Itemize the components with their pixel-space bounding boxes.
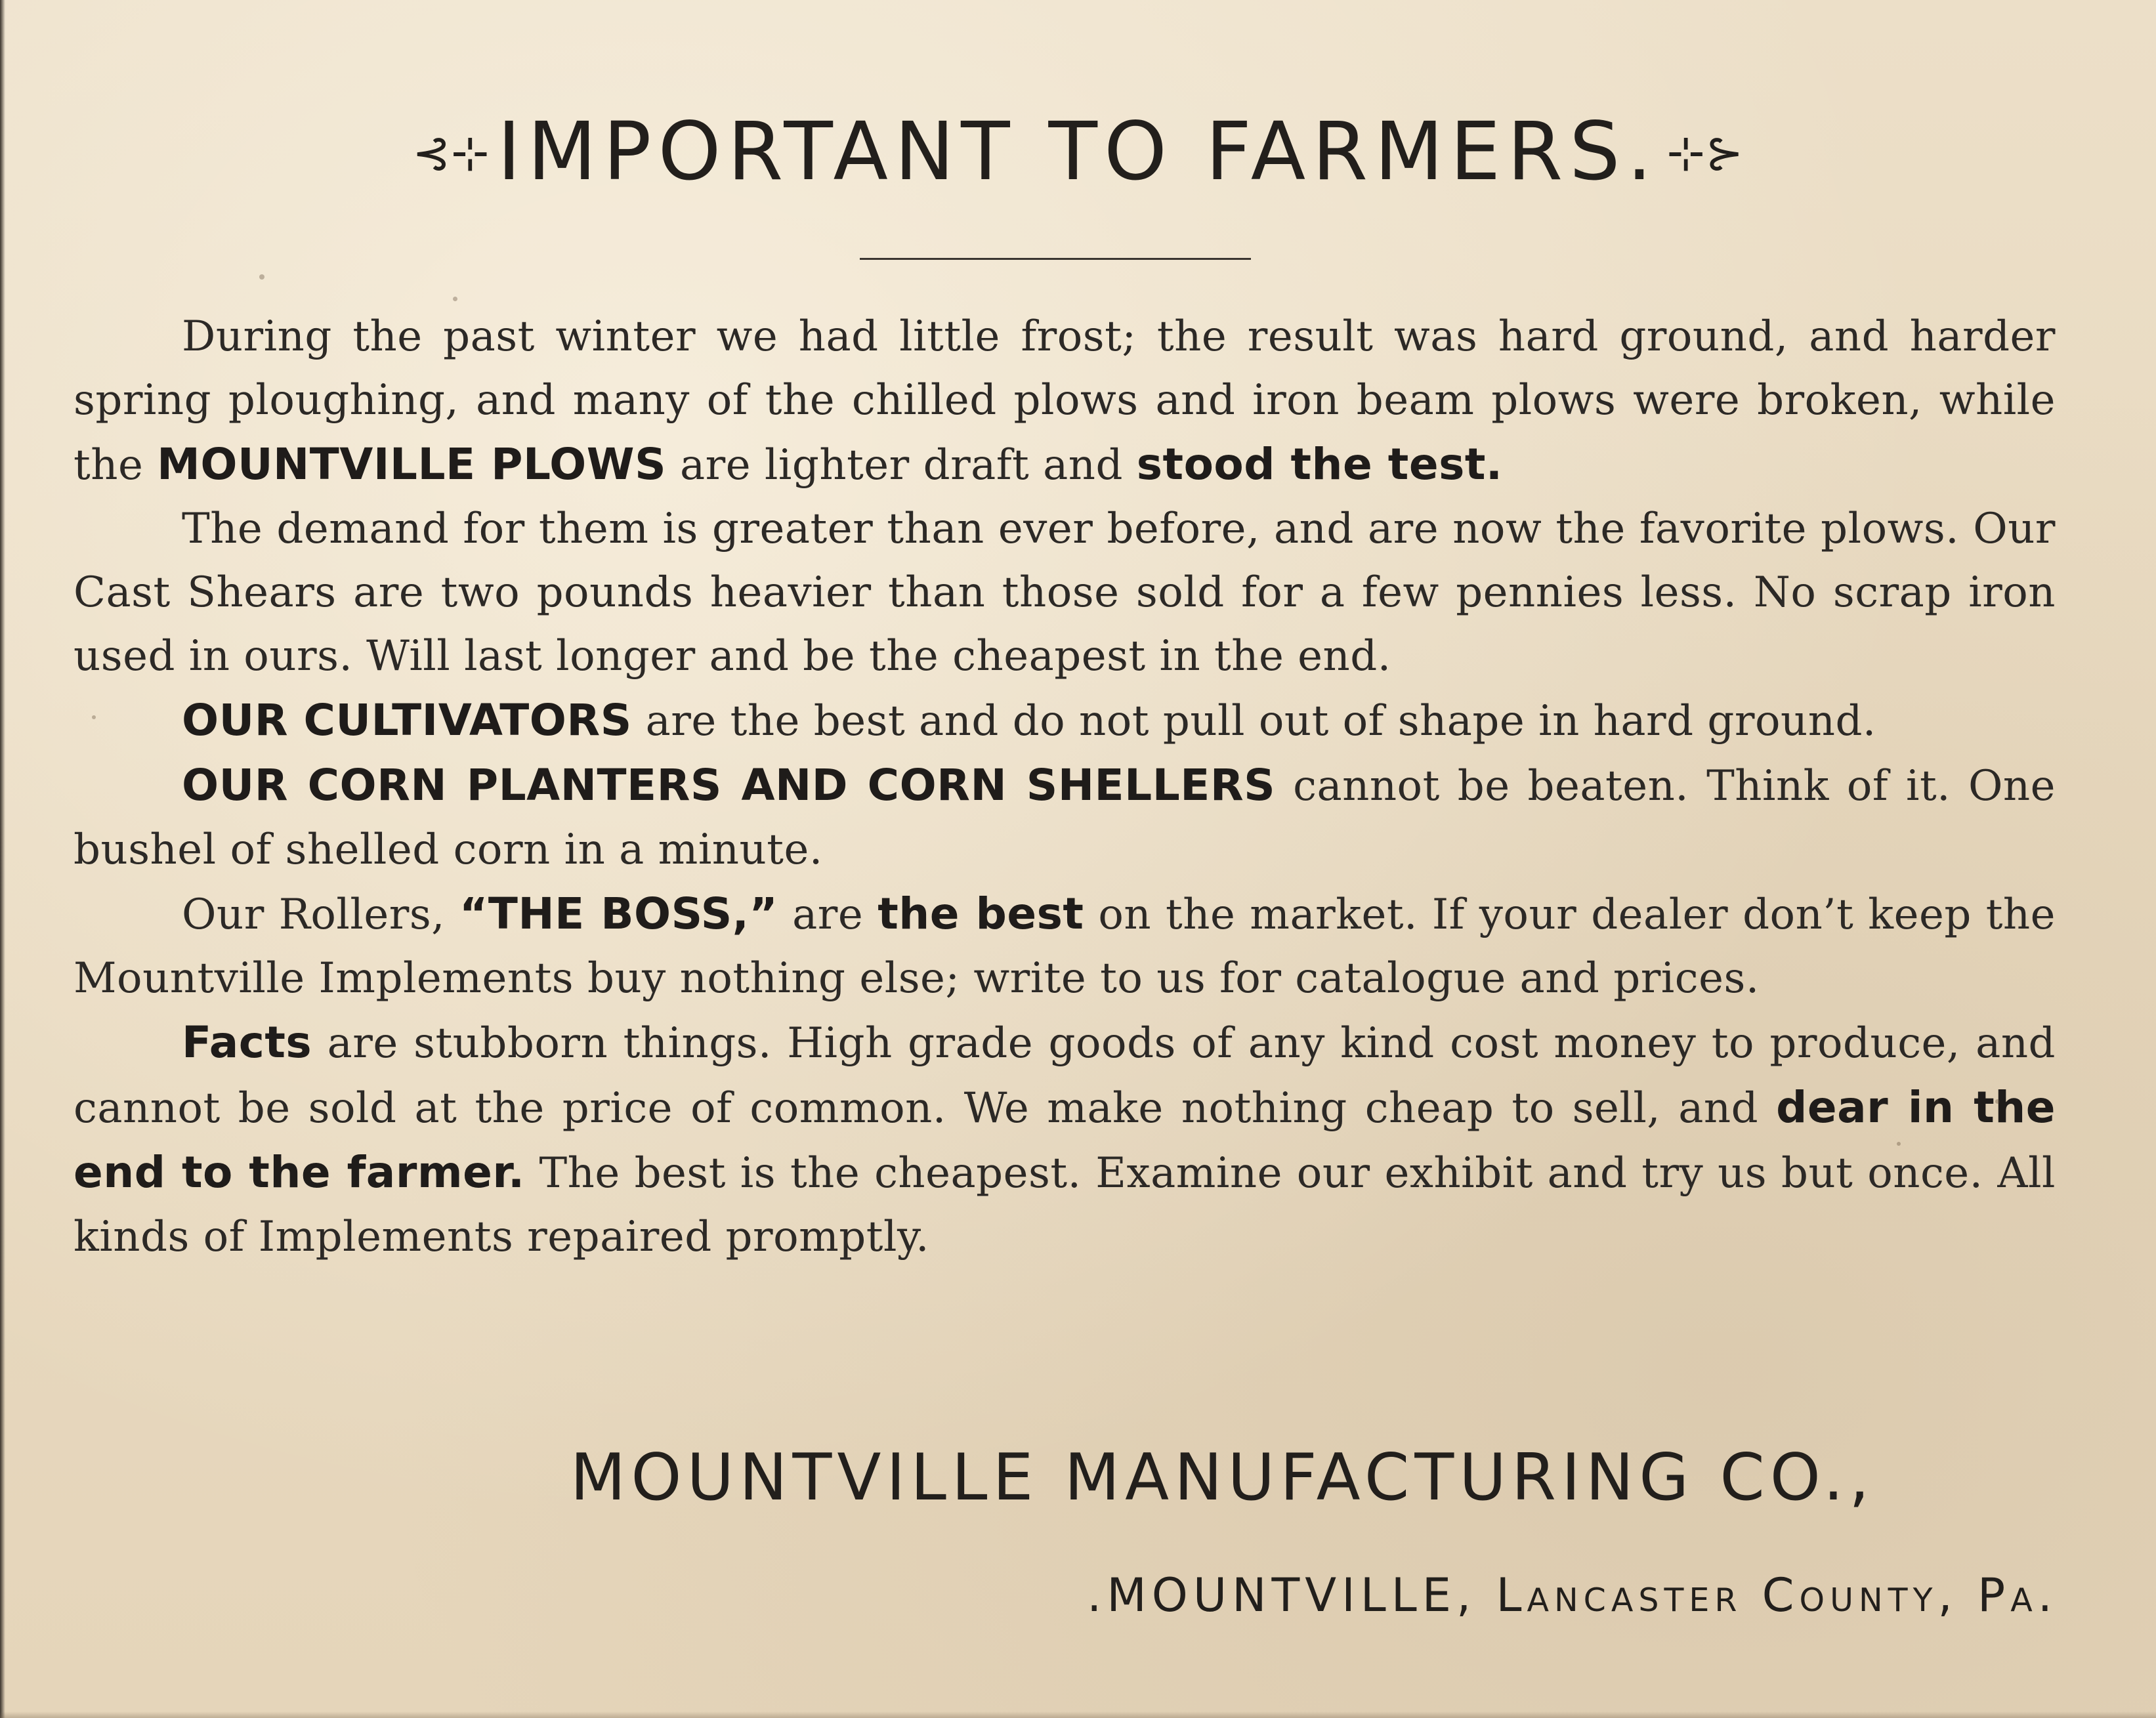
heading-divider — [860, 258, 1251, 260]
ornament-right-icon: ⊹⊱ — [1666, 126, 1744, 180]
emphasis-the-boss: “THE BOSS,” — [459, 889, 778, 939]
text-span: on the market. If your dealer don’t keep the Mountville Implements buy nothing else; write to us for catalogue and prices. — [74, 890, 2056, 1003]
paper-speck — [1995, 1099, 2000, 1104]
text-span: are — [778, 890, 878, 939]
text-span: The best is the cheapest. Examine our exhibit and try us but once. All kinds of Implements repaired promptly. — [74, 1149, 2056, 1261]
text-span: are stubborn things. High grade goods of any kind cost money to produce, and cannot be sold at the price of common. We make nothing cheap to sell, and — [74, 1019, 2056, 1133]
emphasis-facts: Facts — [182, 1017, 312, 1068]
text-span: cannot be beaten. Think of it. One bushel of shelled corn in a minute. — [74, 762, 2056, 874]
emphasis-our-cultivators: OUR CULTIVATORS — [182, 695, 632, 745]
text-span: During the past winter we had little frost; the result was hard ground, and harder spring ploughing, and many of the chilled plows and iron beam plows were broken, while the — [74, 312, 2056, 490]
company-address: .MOUNTVILLE, Lancaster County, Pa. — [1087, 1568, 2058, 1622]
paper-speck — [259, 274, 264, 280]
emphasis-dear-in-the-end: dear in the end to the farmer. — [74, 1082, 2056, 1198]
paper-speck — [92, 715, 96, 719]
paragraph-plows — [74, 305, 2056, 497]
paragraph-cultivators — [74, 688, 2056, 753]
paragraph-facts — [74, 1011, 2056, 1269]
text-span: are the best and do not pull out of shape in hard ground. — [631, 697, 1876, 745]
text-span: Our Rollers, — [182, 890, 459, 939]
emphasis-stood-the-test: stood the test. — [1136, 439, 1503, 490]
paragraph-corn — [74, 753, 2056, 882]
text-span: are lighter draft and — [666, 441, 1137, 490]
ornament-left-icon: ⊰⊹ — [412, 126, 490, 180]
paper-speck — [1897, 1142, 1901, 1146]
emphasis-corn-planters: OUR CORN PLANTERS AND CORN SHELLERS — [182, 760, 1276, 810]
card-bottom-edge — [0, 1711, 2156, 1718]
company-name: MOUNTVILLE MANUFACTURING CO., — [570, 1440, 1875, 1515]
emphasis-the-best: the best — [877, 889, 1084, 939]
text-span: The demand for them is greater than ever before, and are now the favorite plows. Our Cast Shears are two pounds heavier than those sold for a few pennies less. No scrap iron used in ours. Will last longer and be the cheapest in the end. — [74, 505, 2056, 681]
paragraph-rollers — [74, 882, 2056, 1011]
heading-text: IMPORTANT TO FARMERS. — [497, 105, 1659, 198]
emphasis-mountville-plows: MOUNTVILLE PLOWS — [157, 439, 667, 490]
paragraph-demand — [74, 497, 2056, 688]
heading — [0, 105, 2156, 198]
paper-speck — [453, 297, 457, 301]
advertisement-body — [74, 305, 2056, 1269]
